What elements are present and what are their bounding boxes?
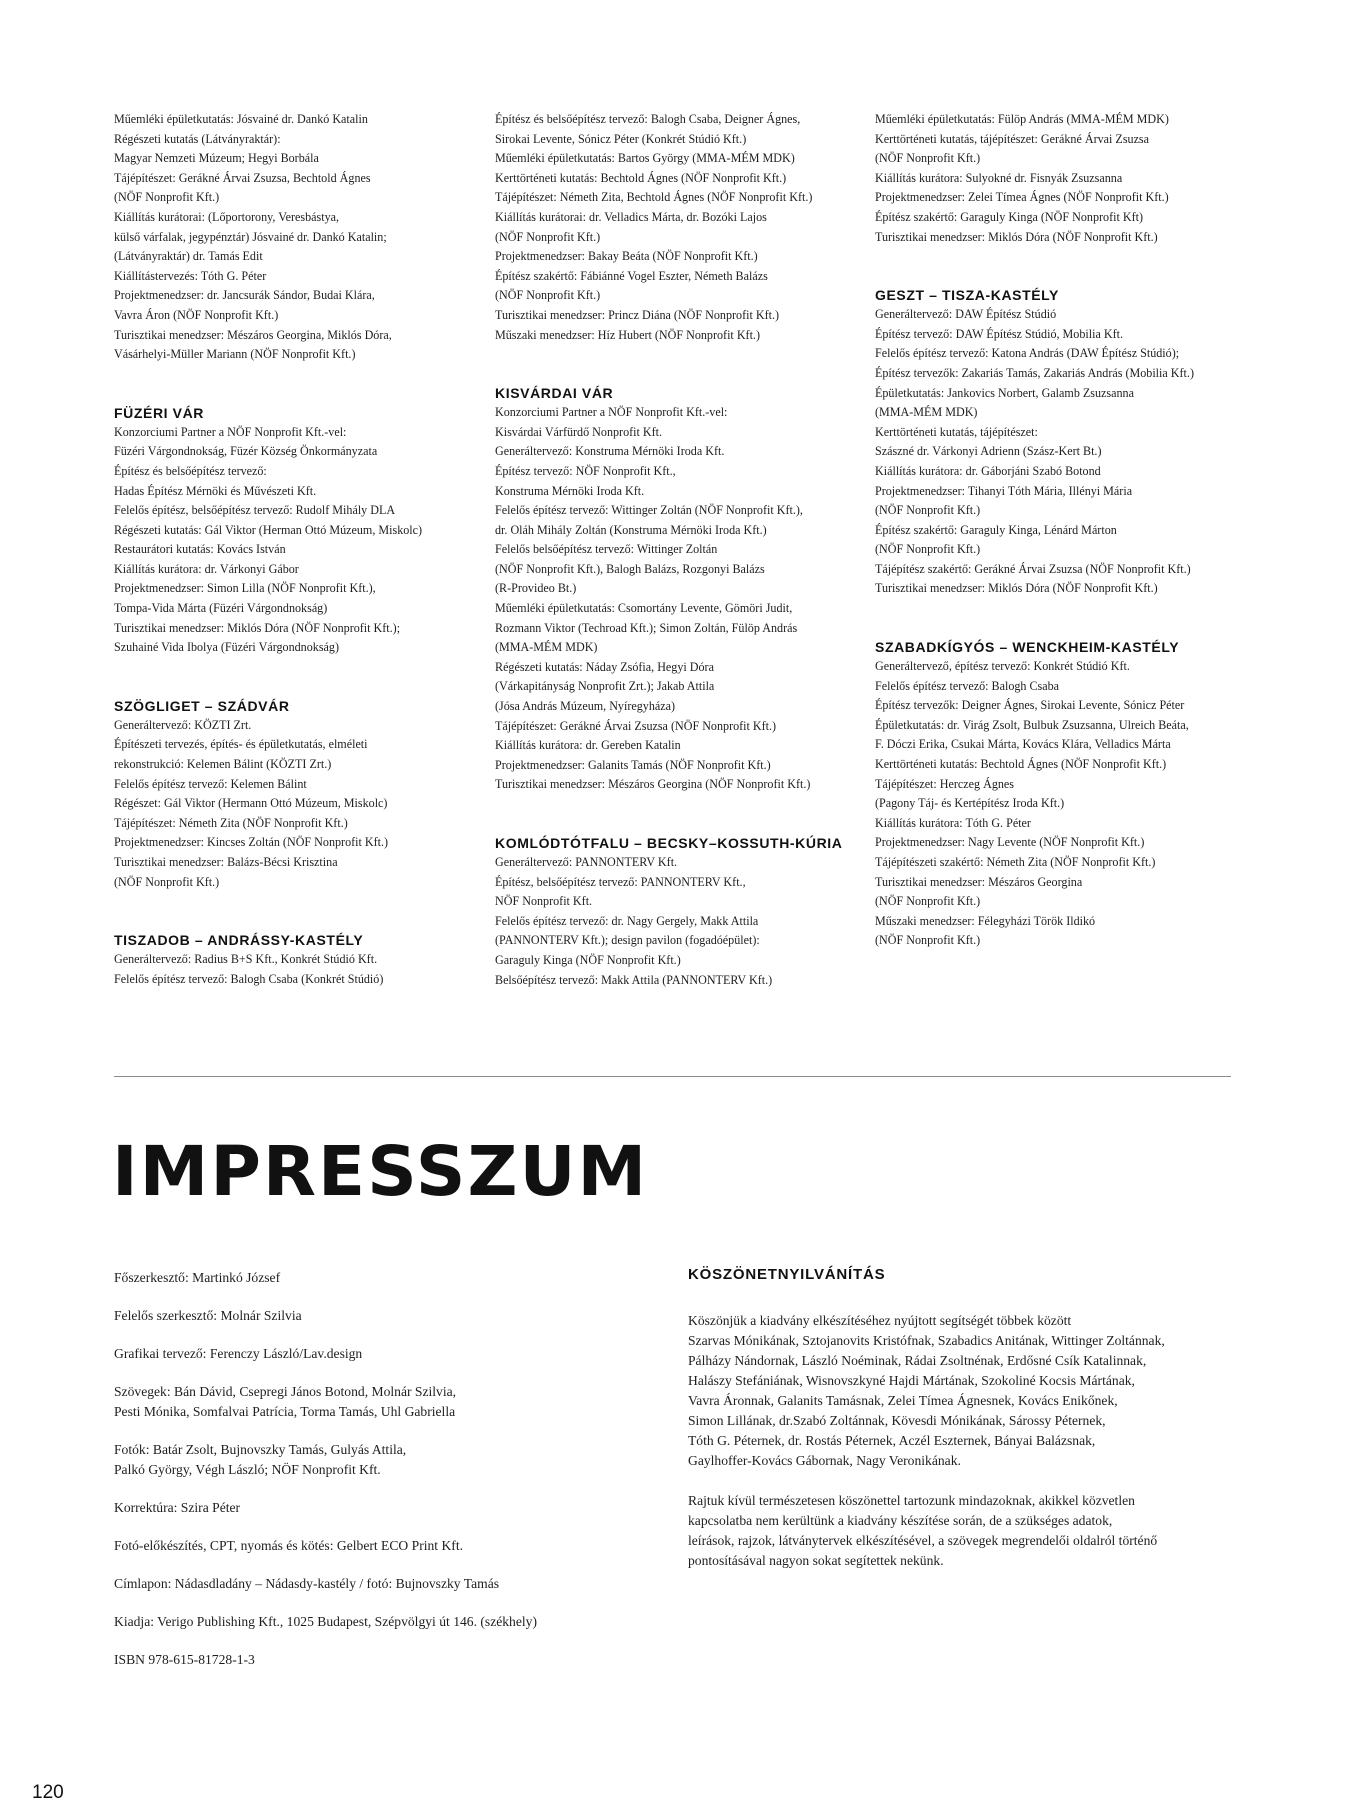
credit-line: (PANNONTERV Kft.); design pavilon (fogadóépület): <box>495 933 760 948</box>
credit-line: Turisztikai menedzser: Miklós Dóra (NÖF Nonprofit Kft.) <box>875 581 1158 596</box>
acknowledgements-line: Simon Lillának, dr.Szabó Zoltánnak, Kövesdi Mónikának, Sárossy Péternek, <box>688 1413 1106 1428</box>
project-section <box>114 698 464 892</box>
credit-line: Turisztikai menedzser: Mészáros Georgina (NÖF Nonprofit Kft.) <box>495 777 811 792</box>
credit-line: Turisztikai menedzser: Mészáros Georgina, Miklós Dóra, <box>114 327 392 342</box>
credit-line: Építész és belsőépítész tervező: <box>114 463 267 478</box>
credit-line: Projektmenedzser: Galanits Tamás (NÖF Nonprofit Kft.) <box>495 757 771 772</box>
credit-entry-line: Korrektúra: Szira Péter <box>114 1500 241 1515</box>
credit-line: Vásárhelyi-Müller Mariann (NÖF Nonprofit Kft.) <box>114 347 356 362</box>
credit-line: Felelős építész tervező: dr. Nagy Gergely, Makk Attila <box>495 913 759 928</box>
project-section <box>495 110 875 345</box>
section-title: GESZT – TISZA-KASTÉLY <box>875 287 1059 304</box>
credit-line: (NÖF Nonprofit Kft.) <box>495 229 601 244</box>
credit-line: Tájépítészeti szakértő: Németh Zita (NÖF Nonprofit Kft.) <box>875 855 1156 869</box>
credit-line: Belsőépítész tervező: Makk Attila (PANNONTERV Kft.) <box>495 972 773 987</box>
credit-line: Építész tervezők: Deigner Ágnes, Sirokai Levente, Sónicz Péter <box>875 698 1185 713</box>
credit-entry-line: Fotó-előkészítés, CPT, nyomás és kötés: Gelbert ECO Print Kft. <box>114 1538 463 1553</box>
credit-entry <box>114 1382 634 1422</box>
credit-line: Kiállítás kurátorai: dr. Velladics Márta, dr. Bozóki Lajos <box>495 209 767 224</box>
credit-entry-line: Címlapon: Nádasdladány – Nádasdy-kastély / fotó: Bujnovszky Tamás <box>114 1576 500 1591</box>
section-title: TISZADOB – ANDRÁSSY-KASTÉLY <box>114 932 364 949</box>
credit-entry <box>114 1306 634 1326</box>
credit-entry-line: Főszerkesztő: Martinkó József <box>114 1270 281 1285</box>
credit-line: Kiállítás kurátora: dr. Gereben Katalin <box>495 738 681 753</box>
acknowledgements-heading: KÖSZÖNETNYILVÁNÍTÁS <box>688 1266 886 1283</box>
credit-line: Konstruma Mérnöki Iroda Kft. <box>495 483 645 498</box>
page-number: 120 <box>32 1782 64 1803</box>
credit-line: (Jósa András Múzeum, Nyíregyháza) <box>495 699 676 714</box>
project-section <box>495 385 875 795</box>
credit-line: (NÖF Nonprofit Kft.) <box>114 190 220 205</box>
credit-line: Régészeti kutatás (Látványraktár): <box>114 131 281 146</box>
credit-line: Szászné dr. Várkonyi Adrienn (Szász-Kert Bt.) <box>875 444 1102 459</box>
credit-line: Műszaki menedzser: Híz Hubert (NÖF Nonprofit Kft.) <box>495 327 760 342</box>
credit-line: Tompa-Vida Márta (Füzéri Várgondnokság) <box>114 601 328 616</box>
credit-line: Kiállítás kurátora: Tóth G. Péter <box>875 815 1031 830</box>
credit-line: külső várfalak, jegypénztár) Jósvainé dr. Dankó Katalin; <box>114 229 387 244</box>
credit-line: Generáltervező: Konstruma Mérnöki Iroda Kft. <box>495 444 725 459</box>
credit-entry <box>114 1268 634 1288</box>
section-title: SZÖGLIGET – SZÁDVÁR <box>114 697 290 714</box>
credit-line: Generáltervező: Radius B+S Kft., Konkrét Stúdió Kft. <box>114 952 378 967</box>
credit-entry-line: Szövegek: Bán Dávid, Csepregi János Botond, Molnár Szilvia, <box>114 1384 457 1399</box>
credit-line: (NÖF Nonprofit Kft.), Balogh Balázs, Rozgonyi Balázs <box>495 561 765 576</box>
project-section <box>875 639 1255 951</box>
credit-line: Építész szakértő: Fábiánné Vogel Eszter, Németh Balázs <box>495 268 768 283</box>
credit-line: (Várkapitányság Nonprofit Zrt.); Jakab Attila <box>495 679 715 694</box>
credit-line: Turisztikai menedzser: Miklós Dóra (NÖF Nonprofit Kft.); <box>114 620 401 635</box>
credit-line: Projektmenedzser: Zelei Tímea Ágnes (NÖF Nonprofit Kft.) <box>875 190 1169 205</box>
credit-line: Generáltervező, építész tervező: Konkrét Stúdió Kft. <box>875 659 1130 674</box>
credit-line: Építész szakértő: Garaguly Kinga (NÖF Nonprofit Kft) <box>875 209 1144 224</box>
credit-entry-line: Kiadja: Verigo Publishing Kft., 1025 Budapest, Szépvölgyi út 146. (székhely) <box>114 1614 537 1629</box>
credit-line: Kiállítás kurátora: dr. Várkonyi Gábor <box>114 561 299 576</box>
credit-line: dr. Oláh Mihály Zoltán (Konstruma Mérnöki Iroda Kft.) <box>495 522 767 537</box>
acknowledgements-line: Halászy Stefániának, Wisnovszkyné Hajdi Mártának, Szokoliné Kocsis Mártának, <box>688 1373 1135 1388</box>
credit-line: Turisztikai menedzser: Miklós Dóra (NÖF Nonprofit Kft.) <box>875 229 1158 244</box>
credit-line: Kiállítástervezés: Tóth G. Péter <box>114 268 267 283</box>
credits-column-3 <box>875 110 1255 991</box>
credit-line: Felelős építész tervező: Wittinger Zoltán (NÖF Nonprofit Kft.), <box>495 503 803 518</box>
credit-line: Füzéri Várgondnokság, Füzér Község Önkormányzata <box>114 444 378 459</box>
credit-line: Kerttörténeti kutatás: Bechtold Ágnes (NÖF Nonprofit Kft.) <box>495 170 787 185</box>
credit-entry <box>114 1612 634 1632</box>
credit-line: Kerttörténeti kutatás, tájépítészet: Gerákné Árvai Zsuzsa <box>875 131 1150 146</box>
credit-line: Kiállítás kurátora: dr. Gáborjáni Szabó Botond <box>875 463 1101 478</box>
acknowledgements <box>688 1266 1248 1591</box>
credit-line: (MMA-MÉM MDK) <box>495 640 598 655</box>
credit-line: Tájépítész szakértő: Gerákné Árvai Zsuzsa (NÖF Nonprofit Kft.) <box>875 561 1191 576</box>
credit-entry <box>114 1440 634 1480</box>
acknowledgements-line: Pálházy Nándornak, László Noéminak, Rádai Zsoltnénak, Erdősné Csík Katalinnak, <box>688 1353 1147 1368</box>
credit-line: Műemléki épületkutatás: Csomortány Levente, Gömöri Judit, <box>495 601 793 616</box>
section-title: SZABADKÍGYÓS – WENCKHEIM-KASTÉLY <box>875 639 1180 656</box>
credit-line: Generáltervező: PANNONTERV Kft. <box>495 855 678 869</box>
credit-line: Felelős építész tervező: Katona András (DAW Építész Stúdió); <box>875 346 1180 361</box>
impresszum-credits <box>114 1268 634 1688</box>
credit-entry <box>114 1574 634 1594</box>
impresszum-heading: IMPRESSZUM <box>112 1132 649 1212</box>
project-section <box>495 835 875 990</box>
credit-line: Épületkutatás: dr. Virág Zsolt, Bulbuk Zsuzsanna, Ulreich Beáta, <box>875 717 1189 732</box>
credit-line: Hadas Építész Mérnöki és Művészeti Kft. <box>114 483 317 498</box>
acknowledgements-line: kapcsolatba nem kerültünk a kiadvány készítése során, de a szükséges adatok, <box>688 1513 1113 1528</box>
credit-line: Generáltervező: KÖZTI Zrt. <box>114 717 252 732</box>
credit-line: Kerttörténeti kutatás, tájépítészet: <box>875 424 1038 439</box>
project-section <box>875 287 1255 599</box>
project-section <box>875 110 1255 247</box>
section-title: KISVÁRDAI VÁR <box>495 385 614 402</box>
credit-line: Építész, belsőépítész tervező: PANNONTERV Kft., <box>495 874 746 889</box>
credit-line: Műemléki épületkutatás: Fülöp András (MMA-MÉM MDK) <box>875 112 1169 126</box>
credit-line: Tájépítészet: Gerákné Árvai Zsuzsa (NÖF Nonprofit Kft.) <box>495 718 777 733</box>
credit-line: Konzorciumi Partner a NÖF Nonprofit Kft.-vel: <box>114 424 347 439</box>
credit-line: Turisztikai menedzser: Mészáros Georgina <box>875 874 1083 889</box>
credit-entry <box>114 1498 634 1518</box>
credit-line: Építész és belsőépítész tervező: Balogh Csaba, Deigner Ágnes, <box>495 112 801 126</box>
section-title: KOMLÓDTÓTFALU – BECSKY–KOSSUTH-KÚRIA <box>495 835 843 851</box>
credit-line: rekonstrukció: Kelemen Bálint (KÖZTI Zrt.) <box>114 757 332 772</box>
credit-line: Műemléki épületkutatás: Bartos György (MMA-MÉM MDK) <box>495 151 795 166</box>
credit-line: Projektmenedzser: dr. Jancsurák Sándor, Budai Klára, <box>114 288 375 303</box>
credit-entry-line: Palkó György, Végh László; NÖF Nonprofit Kft. <box>114 1462 381 1477</box>
credit-line: Projektmenedzser: Kincses Zoltán (NÖF Nonprofit Kft.) <box>114 835 389 850</box>
credit-line: Felelős belsőépítész tervező: Wittinger Zoltán <box>495 542 718 557</box>
credit-line: (NÖF Nonprofit Kft.) <box>114 874 220 889</box>
section-title: FÜZÉRI VÁR <box>114 404 204 421</box>
credit-line: Építész tervezők: Zakariás Tamás, Zakariás András (Mobilia Kft.) <box>875 365 1194 380</box>
credit-line: Magyar Nemzeti Múzeum; Hegyi Borbála <box>114 151 319 166</box>
credit-line: Projektmenedzser: Bakay Beáta (NÖF Nonprofit Kft.) <box>495 249 758 264</box>
acknowledgements-body <box>688 1311 1248 1571</box>
acknowledgements-paragraph <box>688 1491 1248 1571</box>
credit-line: Régészeti kutatás: Gál Viktor (Herman Ottó Múzeum, Miskolc) <box>114 522 423 537</box>
credit-entry <box>114 1650 634 1670</box>
credit-line: Tájépítészet: Gerákné Árvai Zsuzsa, Bechtold Ágnes <box>114 170 371 185</box>
acknowledgements-line: Köszönjük a kiadvány elkészítéséhez nyújtott segítségét többek között <box>688 1313 1072 1328</box>
credit-line: Projektmenedzser: Tihanyi Tóth Mária, Illényi Mária <box>875 483 1133 498</box>
acknowledgements-paragraph <box>688 1311 1248 1471</box>
acknowledgements-line: Szarvas Mónikának, Sztojanovits Kristófnak, Szabadics Anitának, Wittinger Zoltánnak, <box>688 1333 1165 1348</box>
credit-line: NÖF Nonprofit Kft. <box>495 894 593 909</box>
credit-line: Generáltervező: DAW Építész Stúdió <box>875 307 1057 322</box>
credit-line: Épületkutatás: Jankovics Norbert, Galamb Zsuzsanna <box>875 385 1134 400</box>
credit-line: Restaurátori kutatás: Kovács István <box>114 542 286 557</box>
credit-line: Tájépítészet: Németh Zita (NÖF Nonprofit Kft.) <box>114 815 348 830</box>
credit-line: Rozmann Viktor (Techroad Kft.); Simon Zoltán, Fülöp András <box>495 620 798 635</box>
credit-line: Turisztikai menedzser: Balázs-Bécsi Krisztina <box>114 855 338 869</box>
credit-line: Műemléki épületkutatás: Jósvainé dr. Dankó Katalin <box>114 112 368 126</box>
credit-entry <box>114 1344 634 1364</box>
credit-entry-line: ISBN 978-615-81728-1-3 <box>114 1652 255 1667</box>
credit-line: (NÖF Nonprofit Kft.) <box>875 503 981 518</box>
credit-line: Felelős építész tervező: Balogh Csaba <box>875 678 1060 693</box>
credit-line: Garaguly Kinga (NÖF Nonprofit Kft.) <box>495 952 681 967</box>
credit-line: Turisztikai menedzser: Princz Diána (NÖF Nonprofit Kft.) <box>495 307 780 322</box>
credit-entry-line: Pesti Mónika, Somfalvai Patrícia, Torma Tamás, Uhl Gabriella <box>114 1404 456 1419</box>
acknowledgements-line: Vavra Áronnak, Galanits Tamásnak, Zelei Tímea Ágnesnek, Kovács Enikőnek, <box>688 1393 1118 1408</box>
credit-line: Felelős építész tervező: Balogh Csaba (Konkrét Stúdió) <box>114 971 384 986</box>
credit-entry <box>114 1536 634 1556</box>
credit-line: Projektmenedzser: Nagy Levente (NÖF Nonprofit Kft.) <box>875 835 1145 850</box>
credit-line: (NÖF Nonprofit Kft.) <box>875 933 981 948</box>
credit-line: Konzorciumi Partner a NÖF Nonprofit Kft.-vel: <box>495 405 728 420</box>
credit-line: Vavra Áron (NÖF Nonprofit Kft.) <box>114 307 279 322</box>
credit-line: Tájépítészet: Herczeg Ágnes <box>875 776 1015 791</box>
credit-line: Építész szakértő: Garaguly Kinga, Lénárd Márton <box>875 522 1117 537</box>
section-divider <box>114 1076 1231 1077</box>
credit-line: Építészeti tervezés, építés- és épületkutatás, elméleti <box>114 737 368 752</box>
acknowledgements-line: Rajtuk kívül természetesen köszönettel tartozunk mindazoknak, akikkel közvetlen <box>688 1493 1135 1508</box>
credit-line: Felelős építész tervező: Kelemen Bálint <box>114 776 307 791</box>
acknowledgements-line: Gaylhoffer-Kovács Gábornak, Nagy Veronikának. <box>688 1453 961 1468</box>
credit-line: (R-Provideo Bt.) <box>495 581 577 596</box>
credit-line: (NÖF Nonprofit Kft.) <box>875 894 981 909</box>
credit-line: Sirokai Levente, Sónicz Péter (Konkrét Stúdió Kft.) <box>495 131 747 146</box>
credit-line: Építész tervező: DAW Építész Stúdió, Mobilia Kft. <box>875 326 1124 341</box>
credits-column-1 <box>114 110 464 1029</box>
credit-line: (NÖF Nonprofit Kft.) <box>875 151 981 166</box>
credit-line: Felelős építész, belsőépítész tervező: Rudolf Mihály DLA <box>114 503 396 518</box>
credit-line: Építész tervező: NÖF Nonprofit Kft., <box>495 463 676 478</box>
project-section <box>114 932 464 989</box>
credit-line: Kisvárdai Várfürdő Nonprofit Kft. <box>495 424 663 439</box>
credit-line: Projektmenedzser: Simon Lilla (NÖF Nonprofit Kft.), <box>114 581 376 596</box>
acknowledgements-line: Tóth G. Péternek, dr. Rostás Péternek, Aczél Eszternek, Bányai Balázsnak, <box>688 1433 1096 1448</box>
credit-line: (MMA-MÉM MDK) <box>875 405 978 420</box>
project-section <box>114 405 464 658</box>
credit-line: (Látványraktár) dr. Tamás Edit <box>114 249 263 264</box>
credit-line: (NÖF Nonprofit Kft.) <box>875 542 981 557</box>
credit-entry-line: Grafikai tervező: Ferenczy László/Lav.design <box>114 1346 363 1361</box>
acknowledgements-line: leírások, rajzok, látványtervek elkészítésével, a szövegek megrendelői oldalról történő <box>688 1533 1158 1548</box>
credit-line: Régészet: Gál Viktor (Hermann Ottó Múzeum, Miskolc) <box>114 796 388 811</box>
credit-entry-line: Felelős szerkesztő: Molnár Szilvia <box>114 1308 302 1323</box>
credit-line: Kerttörténeti kutatás: Bechtold Ágnes (NÖF Nonprofit Kft.) <box>875 757 1167 772</box>
credit-line: (NÖF Nonprofit Kft.) <box>495 288 601 303</box>
credit-line: Szuhainé Vida Ibolya (Füzéri Várgondnokság) <box>114 640 339 655</box>
credit-line: Kiállítás kurátora: Sulyokné dr. Fisnyák Zsuzsanna <box>875 170 1123 185</box>
credit-line: (Pagony Táj- és Kertépítész Iroda Kft.) <box>875 796 1065 811</box>
project-section <box>114 110 464 365</box>
credit-entry-line: Fotók: Batár Zsolt, Bujnovszky Tamás, Gulyás Attila, <box>114 1442 407 1457</box>
credit-line: Műszaki menedzser: Félegyházi Török Ildikó <box>875 913 1096 928</box>
credit-line: Kiállítás kurátorai: (Lőportorony, Veresbástya, <box>114 209 340 224</box>
acknowledgements-line: pontosításával nagyon sokat segítettek nekünk. <box>688 1553 944 1568</box>
credit-line: F. Dóczi Erika, Csukai Márta, Kovács Klára, Velladics Márta <box>875 737 1171 752</box>
credit-line: Régészeti kutatás: Náday Zsófia, Hegyi Dóra <box>495 659 714 674</box>
credit-line: Tájépítészet: Németh Zita, Bechtold Ágnes (NÖF Nonprofit Kft.) <box>495 190 813 205</box>
credits-column-2 <box>495 110 875 1030</box>
